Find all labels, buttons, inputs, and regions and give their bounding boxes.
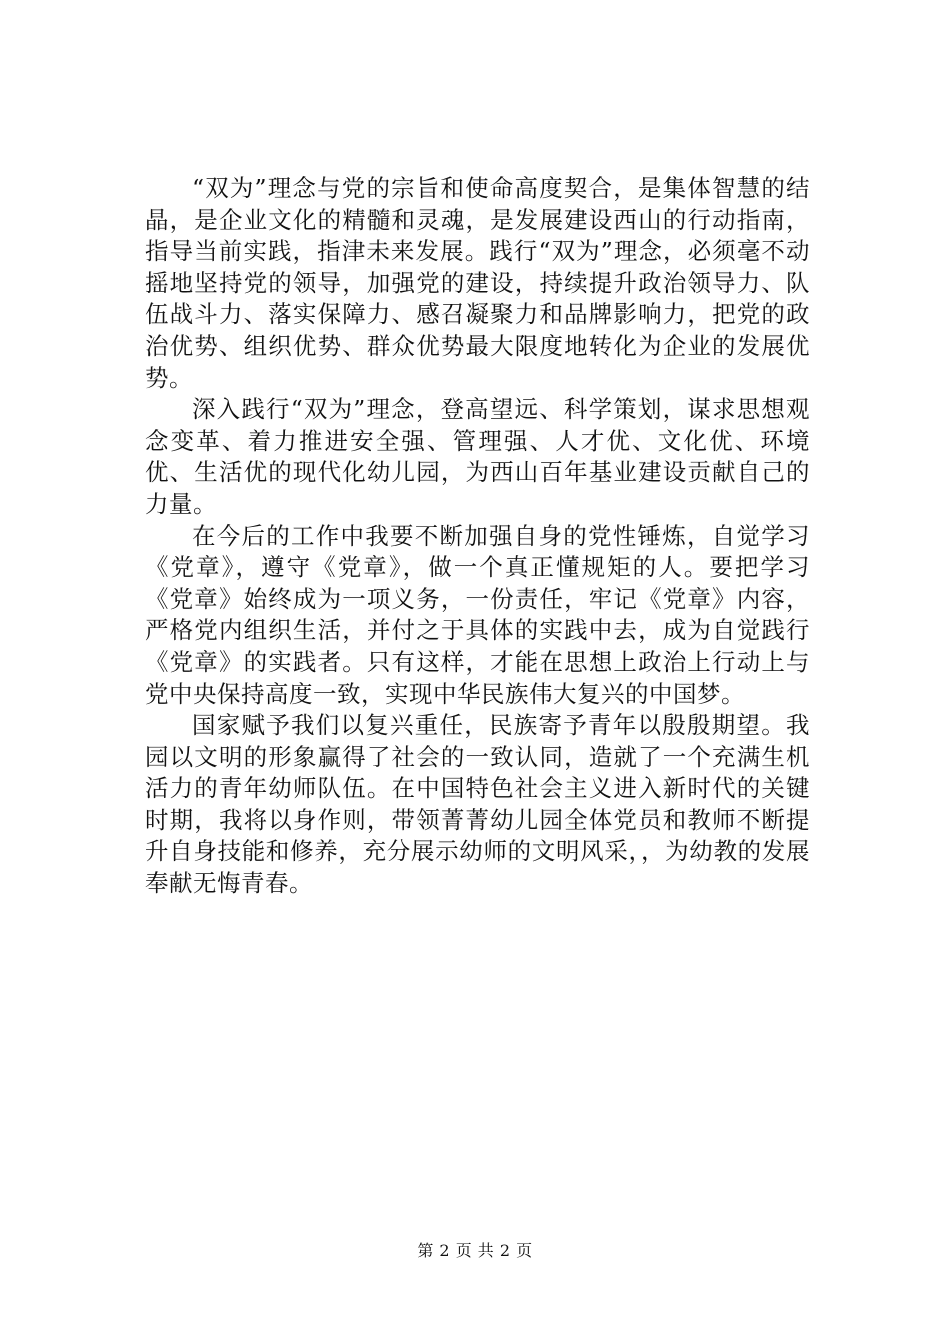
paragraph-2: 深入践行“双为”理念，登高望远、科学策划，谋求思想观念变革、着力推进安全强、管理强、人才优、文化优、环境优、生活优的现代化幼儿园，为西山百年基业建设贡献自己的力量。 xyxy=(145,395,810,518)
document-body xyxy=(145,173,810,900)
paragraph-3: 在今后的工作中我要不断加强自身的党性锤炼，自觉学习《党章》，遵守《党章》，做一个真正懂规矩的人。要把学习《党章》始终成为一项义务，一份责任，牢记《党章》内容，严格党内组织生活，并付之于具体的实践中去，成为自觉践行《党章》的实践者。只有这样，才能在思想上政治上行动上与党中央保持高度一致，实现中华民族伟大复兴的中国梦。 xyxy=(145,521,810,708)
paragraph-4: 国家赋予我们以复兴重任，民族寄予青年以殷殷期望。我园以文明的形象赢得了社会的一致认同，造就了一个充满生机活力的青年幼师队伍。在中国特色社会主义进入新时代的关键时期，我将以身作则，带领菁菁幼儿园全体党员和教师不断提升自身技能和修养，充分展示幼师的文明风采，，为幼教的发展奉献无悔青春。 xyxy=(145,711,810,898)
page-number-label: 第 2 页 共 2 页 xyxy=(417,1241,533,1260)
page-footer xyxy=(0,1241,950,1261)
paragraph-1: “双为”理念与党的宗旨和使命高度契合，是集体智慧的结晶，是企业文化的精髓和灵魂，是发展建设西山的行动指南，指导当前实践，指津未来发展。践行“双为”理念，必须毫不动摇地坚持党的领导，加强党的建设，持续提升政治领导力、队伍战斗力、落实保障力、感召凝聚力和品牌影响力，把党的政治优势、组织优势、群众优势最大限度地转化为企业的发展优势。 xyxy=(145,174,810,392)
